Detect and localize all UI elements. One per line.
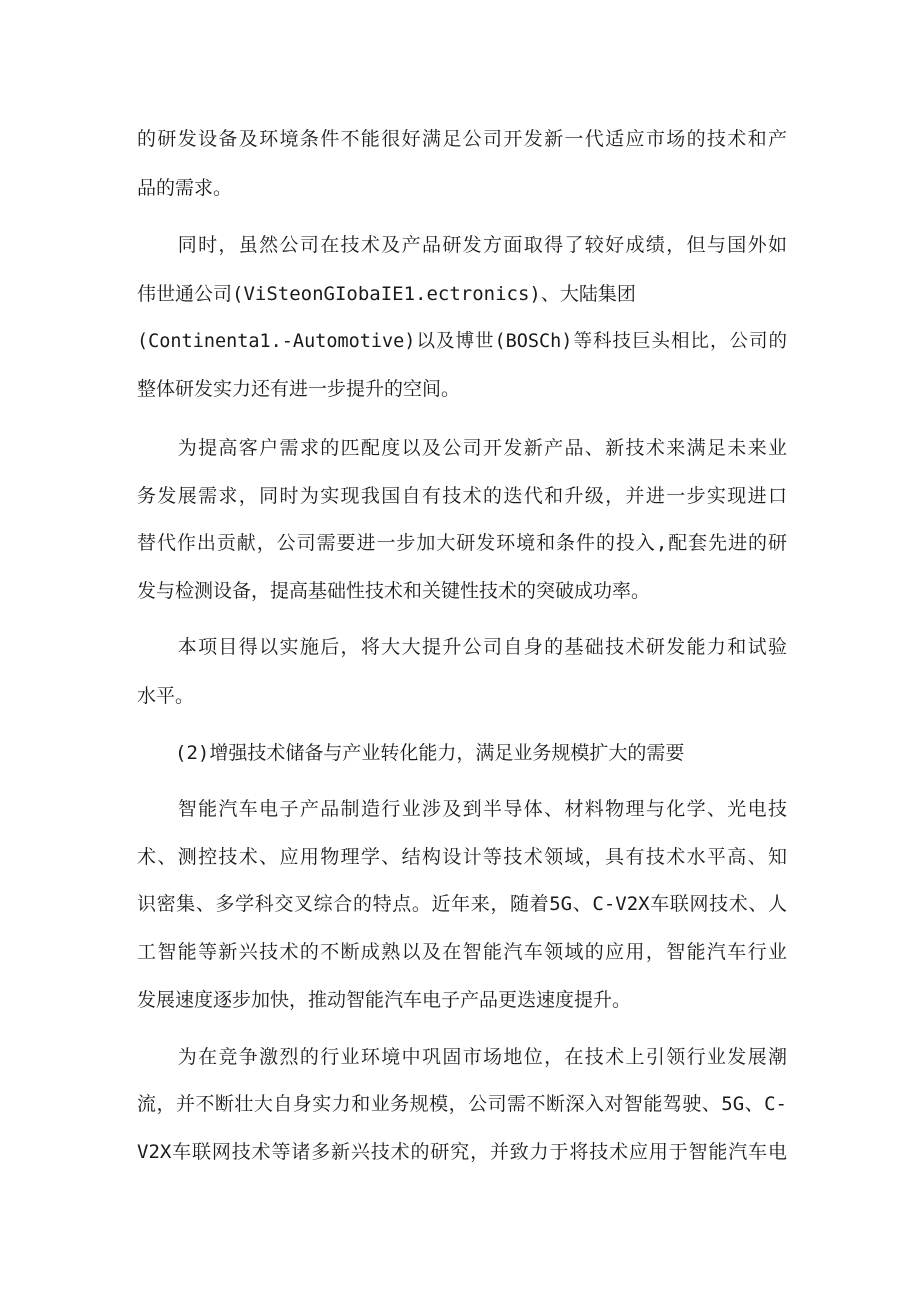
text-line: 水平。 [137,685,195,707]
text-line: 务发展需求，同时为实现我国自有技术的迭代和升级，并进一步实现进口 [137,485,787,507]
text-line: 发展速度逐步加快，推动智能汽车电子产品更迭速度提升。 [137,989,632,1011]
text-line: 伟世通公司(ViSteonGIobaIE1.ectronics)、大陆集团 [137,283,636,305]
text-line: V2X车联网技术等诸多新兴技术的研究，并致力于将技术应用于智能汽车电 [137,1141,787,1163]
text-line: 同时，虽然公司在技术及产品研发方面取得了较好成绩，但与国外如 [137,234,787,256]
text-line: 替代作出贡献，公司需要进一步加大研发环境和条件的投入,配套先进的研 [137,532,787,554]
section-heading: (2)增强技术储备与产业转化能力，满足业务规模扩大的需要 [137,742,685,764]
text-line: 为在竞争激烈的行业环境中巩固市场地位，在技术上引领行业发展潮 [137,1046,787,1068]
text-line: 工智能等新兴技术的不断成熟以及在智能汽车领域的应用，智能汽车行业 [137,941,787,963]
text-line: 为提高客户需求的匹配度以及公司开发新产品、新技术来满足未来业 [137,437,787,459]
text-line: 品的需求。 [137,177,233,199]
text-line: 整体研发实力还有进一步提升的空间。 [137,378,461,400]
text-line: 发与检测设备，提高基础性技术和关键性技术的突破成功率。 [137,580,651,602]
text-line: 本项目得以实施后，将大大提升公司自身的基础技术研发能力和试验 [137,636,787,658]
text-line: 智能汽车电子产品制造行业涉及到半导体、材料物理与化学、光电技 [137,798,787,820]
text-line: 的研发设备及环境条件不能很好满足公司开发新一代适应市场的技术和产 [137,128,787,150]
text-line: 识密集、多学科交叉综合的特点。近年来，随着5G、C-V2X车联网技术、人 [137,893,787,915]
text-line: 流，并不断壮大自身实力和业务规模，公司需不断深入对智能驾驶、5G、C- [137,1093,787,1115]
text-line: (Continenta1.-Automotive)以及博世(BOSCh)等科技巨头相比，公司的 [137,331,787,352]
text-line: 术、测控技术、应用物理学、结构设计等技术领域，具有技术水平高、知 [137,846,787,868]
